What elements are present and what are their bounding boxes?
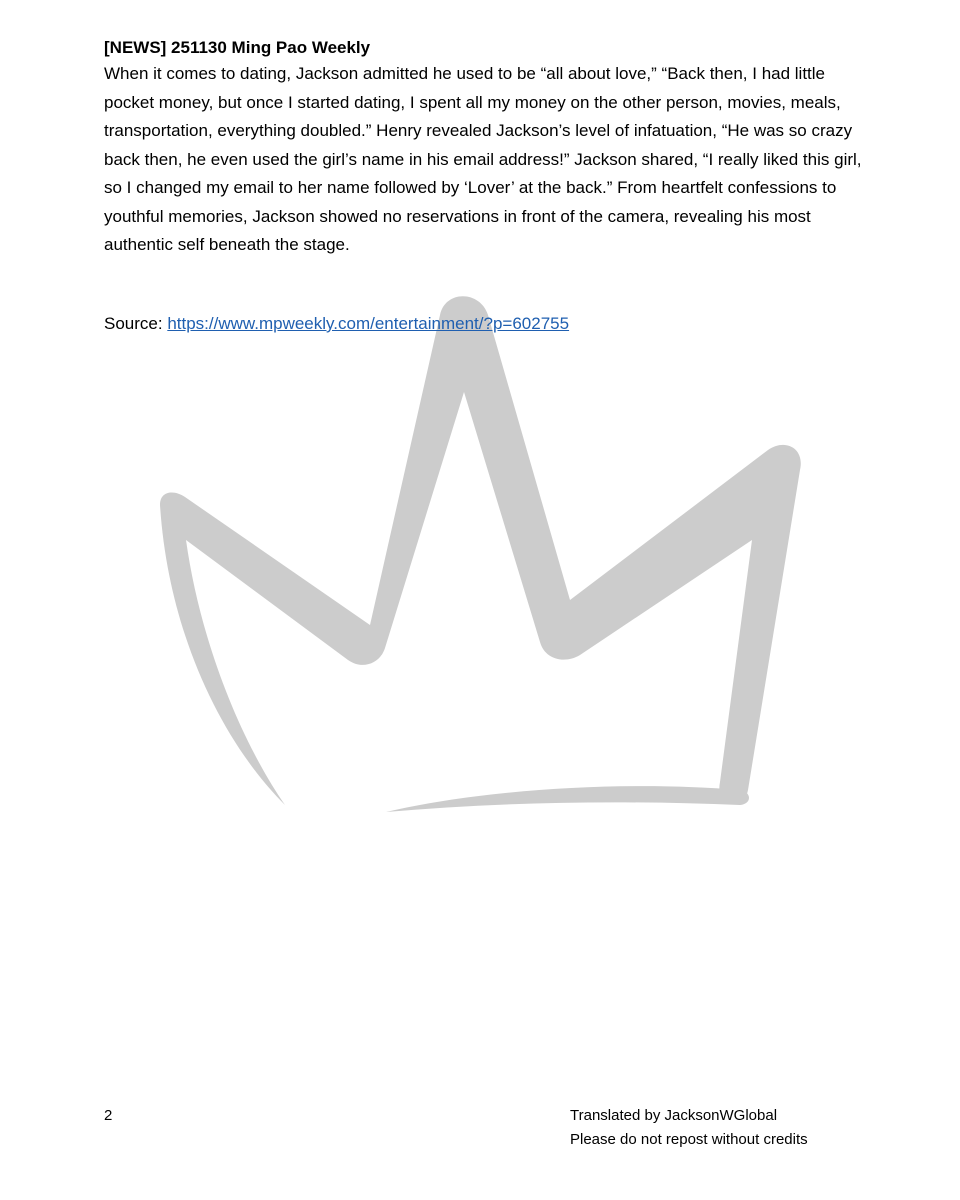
footer-credits	[570, 1104, 808, 1152]
translated-by-text: Translated by JacksonWGlobal	[570, 1107, 778, 1124]
article-title: [NEWS] 251130 Ming Pao Weekly	[104, 38, 371, 57]
credits-note: Please do not repost without credits	[570, 1131, 808, 1148]
source-link[interactable]: https://www.mpweekly.com/entertainment/?p=602755	[167, 314, 570, 333]
source-label: Source:	[104, 314, 168, 333]
article-body: When it comes to dating, Jackson admitted he used to be “all about love,” “Back then, I had little pocket money, but once I started dating, I spent all my money on the other person, movies, meals, transportation, everything doubled.” Henry revealed Jackson’s level of infatuation, “He was so crazy back then, he even used the girl’s name in his email address!” Jackson shared, “I really liked this girl, so I changed my email to her name followed by ‘Lover’ at the back.” From heartfelt confessions to youthful memories, Jackson showed no reservations in front of the camera, revealing his most authentic self beneath the stage.	[104, 64, 862, 254]
article-content	[104, 36, 864, 260]
source-line	[104, 310, 569, 338]
page-number: 2	[104, 1107, 113, 1124]
